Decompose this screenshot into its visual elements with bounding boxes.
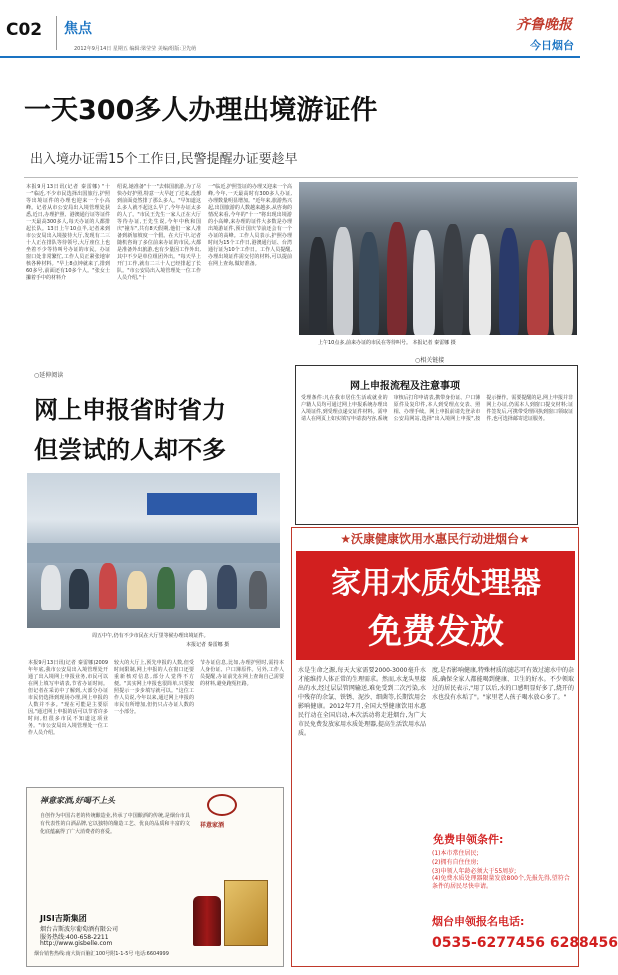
headline: 一天300多人办理出境游证件 <box>24 95 378 126</box>
process-text: 受理条件:凡在我市居住生活或就业的户籍人员均可通过网上申报系统办理出入境证件,到受理点递交证件材料。需申请人在网页上如实填写申请表内容,系统审核后打印申请表,携带身份证、户口簿原件及复印件,本人到受理点交表、照相、办理手续。网上申报前请先登录市公安局网站,选择"出入境网上申报",按提示操作。需要提醒的是,网上申报并非网上办证,仍需本人到窗口提交材料;证件签发后,可携带受理回执到窗口领取证件,也可选择邮寄送证服务。 <box>301 395 573 422</box>
photo-caption: 周五中午,仍有不少市民在大厅里等候办理出境证件。 <box>92 633 209 639</box>
wine-logo <box>207 794 237 816</box>
wine-bottle-image <box>193 896 221 946</box>
wine-ad-title: 禅意家酒,好喝不上头 <box>40 796 116 805</box>
water-ad-body-left: 水是生命之源,每天大家需要2000-3000毫升水才能维持人体正常的生理需求。然而,水龙头里接出的水,经过层层管网输送,难免受到二次污染,水中残存的余氯、铁锈、泥沙、细菌等,长期饮用会影响健康。2012年7月,全国大型健康饮用水惠民行动在全国启动,本次活动将走进烟台,为广大市民免费发放家用水质处理器,提高生活饮用水品质。 <box>298 667 426 737</box>
extended-reading-label: ○延伸阅读 <box>34 372 64 379</box>
water-ad-banner: ★沃康健康饮用水惠民行动进烟台★ <box>340 532 530 546</box>
subheadline: 出入境办证需15个工作日,民警提醒办证要趁早 <box>30 152 298 167</box>
secondary-headline-1: 网上申报省时省力 <box>34 396 226 424</box>
wine-website[interactable]: http://www.gisbelle.com <box>40 940 113 947</box>
wine-company: 烟台吉斯波尔葡萄酒有限公司 <box>40 926 119 933</box>
condition-item: (1)本市常住居民; <box>432 850 479 857</box>
condition-item: (4)免费水质处理器限量发放800个,先报先得,望符合条件的居民尽快申请。 <box>432 875 570 890</box>
wine-ad-text: 自创作为中国古老的传统酿造业,传承了中国酿酒的传统,是烟台市具有代表性的白酒品牌,它以独特的酿造工艺、优良的品质和丰富的文化底蕴赢得了广大消费者的喜爱。 <box>40 813 190 835</box>
process-title: 网上申报流程及注意事项 <box>350 381 460 392</box>
article-column-1: 本报9月13日讯(记者 秦雷娜) "十一"临近,不少市民选择出国旅行,护照等出境证件的办理也迎来一个小高峰。记者从市公安局出入境管理处获悉,近日,办理护照、港澳通行证等证件一天最高300多人,每天办证的人都排起长队。13日上午10点半,记者来到市公安局出入境接待大厅,发现有二三十人正在排队等待领号,大厅座位上也坐着不少等待叫号办证的市民。办证窗口处非常繁忙,工作人员正紧张地审核各种材料。"早上8点钟就来了,排到60多号,前面还有10多个人。"张女士攥着手中的材料介 <box>26 184 110 281</box>
wine-hotline: 服务热线:400-658-2211 <box>40 934 109 941</box>
condition-item: (3)申领人年龄必须大于55周岁; <box>432 868 517 875</box>
header-divider <box>56 16 57 50</box>
wine-footer: 烟台销售热线:南大街百脑汇100号附1-1-5号 电话:6604999 <box>34 951 169 957</box>
wine-brand: JISI吉斯集团 <box>40 914 87 923</box>
article-lower-column-2: 较大的大厅上,预先申报的人数,但受时间限制,网上申报的人在窗口还要重新核对信息,部分人觉得不方便。"其实网上申报也很简单,只要按照提示一步步填写就可以。"这位工作人员说,今年以来,通过网上申报的市民有所增加,但仍只占办证人数的一小部分。 <box>114 660 194 715</box>
water-ad-headline-2: 免费发放 <box>368 612 504 652</box>
edition-name: 今日烟台 <box>530 39 574 52</box>
secondary-headline-2: 但尝试的人却不多 <box>34 436 226 464</box>
water-ad-body-right: 度,是否影响健康,特殊材质的滤芯可有效过滤水中的杂质,确保全家人都能喝到健康、卫生的好水。不少领取过的居民表示,"用了以后,水的口感明显好多了,烧开的水也没有水垢了"。"家里老人孩子喝水放心多了。" <box>432 667 574 701</box>
photo-credit: 本报记者 秦雷娜 摄 <box>186 642 230 648</box>
issue-meta: 2012年9月14日 星期五 编辑:梁莹莹 美编/组版:卫先萌 <box>74 46 197 52</box>
section-title: 焦点 <box>64 21 92 37</box>
phone-label: 烟台申领报名电话: <box>432 915 525 928</box>
page-number: C02 <box>6 20 43 40</box>
water-ad-headline-1: 家用水质处理器 <box>331 566 541 601</box>
article-column-2: 绍说,她准备"十一"去韩国旅游,为了尽快办好护照,特意一大早赶了过来,没想到前面竟然排了那么多人。"早知道这么多人就不起这么早了,今年办证太多的人了。"市民王先生一家人正在大厅等待办证,王先生说,今年中秋和国庆"撞车",共有8天假期,他们一家人准备到新加坡度一个假。在大厅中,记者随机咨询了多位前来办证的市民,大都是准备外出旅游,也有少量因工作外出,其中不少是单位组团外出。"每天早上开门工作,就有二三十人已经排起了长队。"市公安局出入境管理处一位工作人员介绍,"十 <box>117 184 201 281</box>
headline-rule <box>24 177 578 178</box>
wine-box-image <box>224 880 268 946</box>
phone-numbers: 0535-6277456 6288456 <box>432 935 618 951</box>
related-link-label: ○相关链接 <box>415 357 445 364</box>
condition-item: (2)拥有自住住房; <box>432 859 479 866</box>
header-rule <box>0 56 580 58</box>
photo-crowd-waiting <box>299 182 577 335</box>
wine-logo-text: 祥意家酒 <box>200 822 225 829</box>
conditions-title: 免费申领条件: <box>433 833 504 846</box>
photo-service-hall <box>27 473 280 628</box>
photo-caption: 上午10点多,前来办证的市民在等待叫号。 本报记者 秦雷娜 摄 <box>318 340 456 346</box>
article-column-3: 一"临近,护照签证的办理又迎来一个高峰,今年,一天最高时有300多人办证,办理数量明显增加。"近年来,旅游热兴起,出国旅游的人数越来越多,从咨询的情况来看,今年的"十一"将出现出境游的小高峰,来办理的证件大多数是办理出境游证件,预计国庆节前还会有一个办证的高峰。工作人员表示,护照办理时间为15个工作日,港澳通行证、台湾通行证为10个工作日。工作人员提醒,办理出境证件需交付的材料,可以提前在网上查询,做好准备。 <box>208 184 292 267</box>
newspaper-brand: 齐鲁晚报 <box>516 17 572 33</box>
article-lower-column-3: 节办证信息,比如,办理护照时,需持本人身份证、户口簿原件。另外,工作人员提醒,办证前先在网上查询自己需要的材料,避免跑冤枉路。 <box>200 660 284 687</box>
article-lower-column-1: 本报9月13日讯(记者 秦雷娜)2009年年底,我市公安局出入境管理处开通了出入境网上申报业务,市民可以在网上填写申请表,节省办证时间。但记者在采访中了解到,大部分办证市民仍选择到现场办理,网上申报的人数并不多。"现在可能是主要原因,"通过网上申报的话可以节省许多时间,但很多市民不知道这项业务。"市公安局出入境管理处一位工作人员介绍。 <box>28 660 108 736</box>
